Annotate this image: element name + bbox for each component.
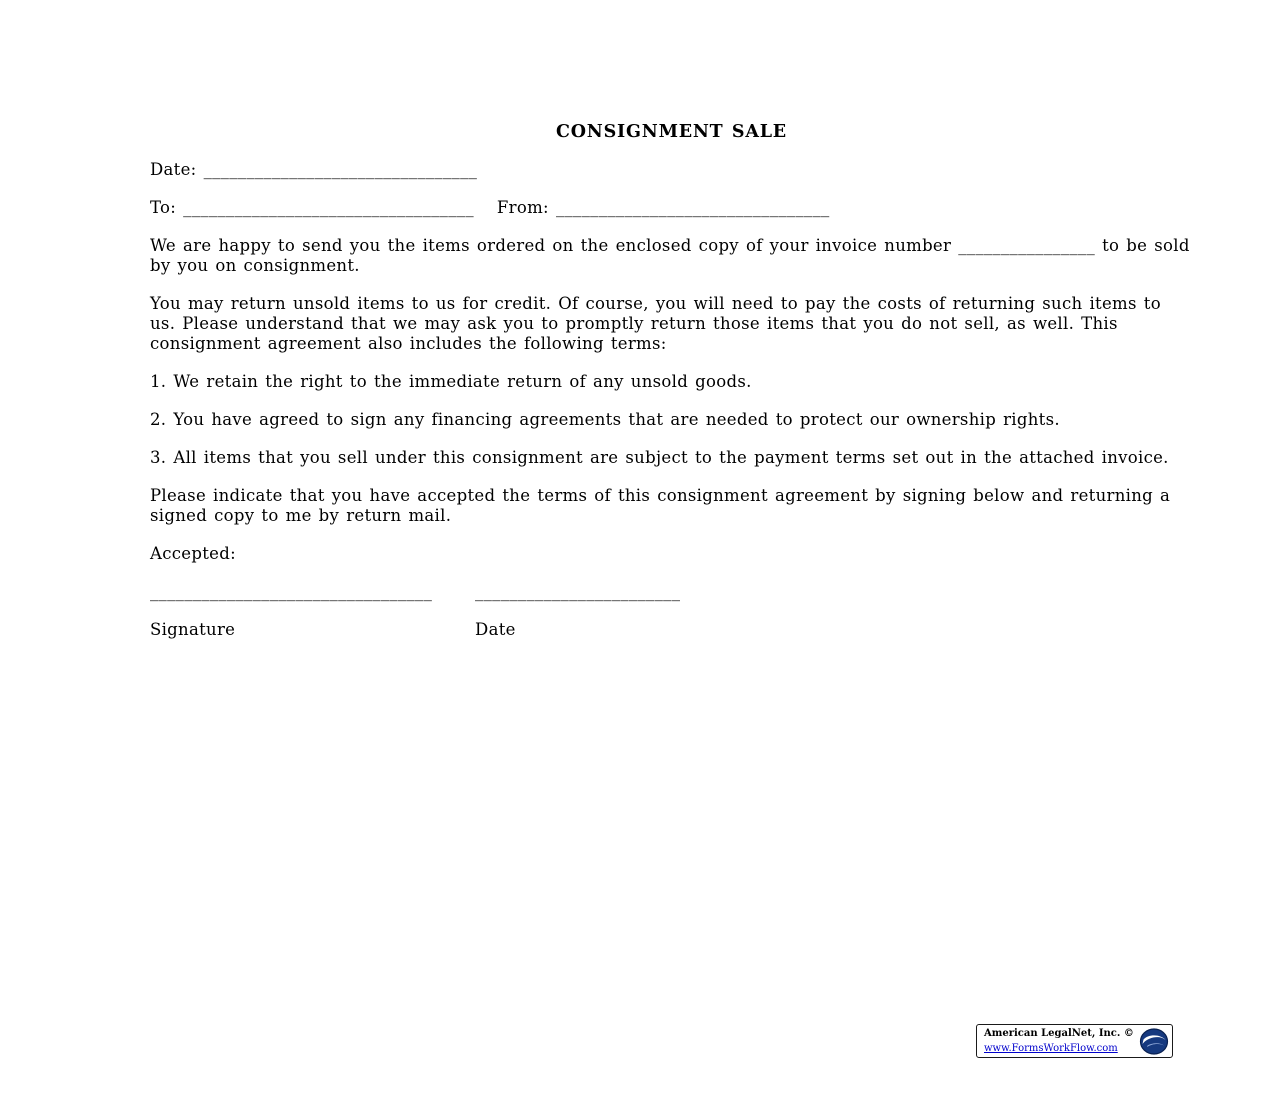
signature-blank-row	[150, 582, 1193, 602]
signature-blank: _________________________________	[150, 582, 433, 601]
document-title: CONSIGNMENT SALE	[556, 122, 787, 142]
invoice-number-blank: ________________	[958, 236, 1096, 255]
date-row	[150, 160, 1193, 180]
to-from-row	[150, 198, 1193, 218]
intro-text: We are happy to send you the items ordered on the enclosed copy of your invoice number	[150, 236, 952, 255]
intro-text-continued: to be sold by you on consignment.	[150, 236, 1190, 275]
date-blank: ________________________________	[203, 160, 478, 179]
return-policy-paragraph: You may return unsold items to us for credit. Of course, you will need to pay the costs of returning such items to us. Please understand that we may ask you to promptly return those items that you do not sell, as well. This consignment agreement also includes the following terms:	[150, 294, 1161, 353]
formsworkflow-link[interactable]: www.FormsWorkFlow.com	[984, 1042, 1118, 1054]
term-item-2: 2. You have agreed to sign any financing agreements that are needed to protect our ownership rights.	[150, 410, 1060, 429]
signature-date-blank: ________________________	[475, 582, 681, 601]
from-blank: ________________________________	[555, 198, 830, 217]
signature-label: Signature	[150, 620, 236, 639]
signature-label-row	[150, 620, 1193, 640]
date-label: Date:	[150, 160, 197, 179]
term-item-1: 1. We retain the right to the immediate return of any unsold goods.	[150, 372, 752, 391]
accepted-label: Accepted:	[150, 544, 236, 563]
formsworkflow-globe-icon	[1139, 1028, 1169, 1055]
to-label: To:	[150, 198, 177, 217]
to-blank: __________________________________	[183, 198, 474, 217]
acceptance-instructions-paragraph: Please indicate that you have accepted the terms of this consignment agreement by signing below and returning a signed copy to me by return mail.	[150, 486, 1171, 525]
term-item-3: 3. All items that you sell under this consignment are subject to the payment terms set out in the attached invoice.	[150, 448, 1169, 467]
badge-company-name: American LegalNet, Inc. ©	[984, 1027, 1134, 1039]
from-label: From:	[496, 198, 549, 217]
legalnet-badge-text	[984, 1028, 1134, 1055]
signature-date-label: Date	[475, 620, 516, 639]
consignment-form	[150, 122, 1193, 658]
legalnet-badge	[976, 1024, 1173, 1058]
intro-paragraph	[150, 236, 1193, 276]
